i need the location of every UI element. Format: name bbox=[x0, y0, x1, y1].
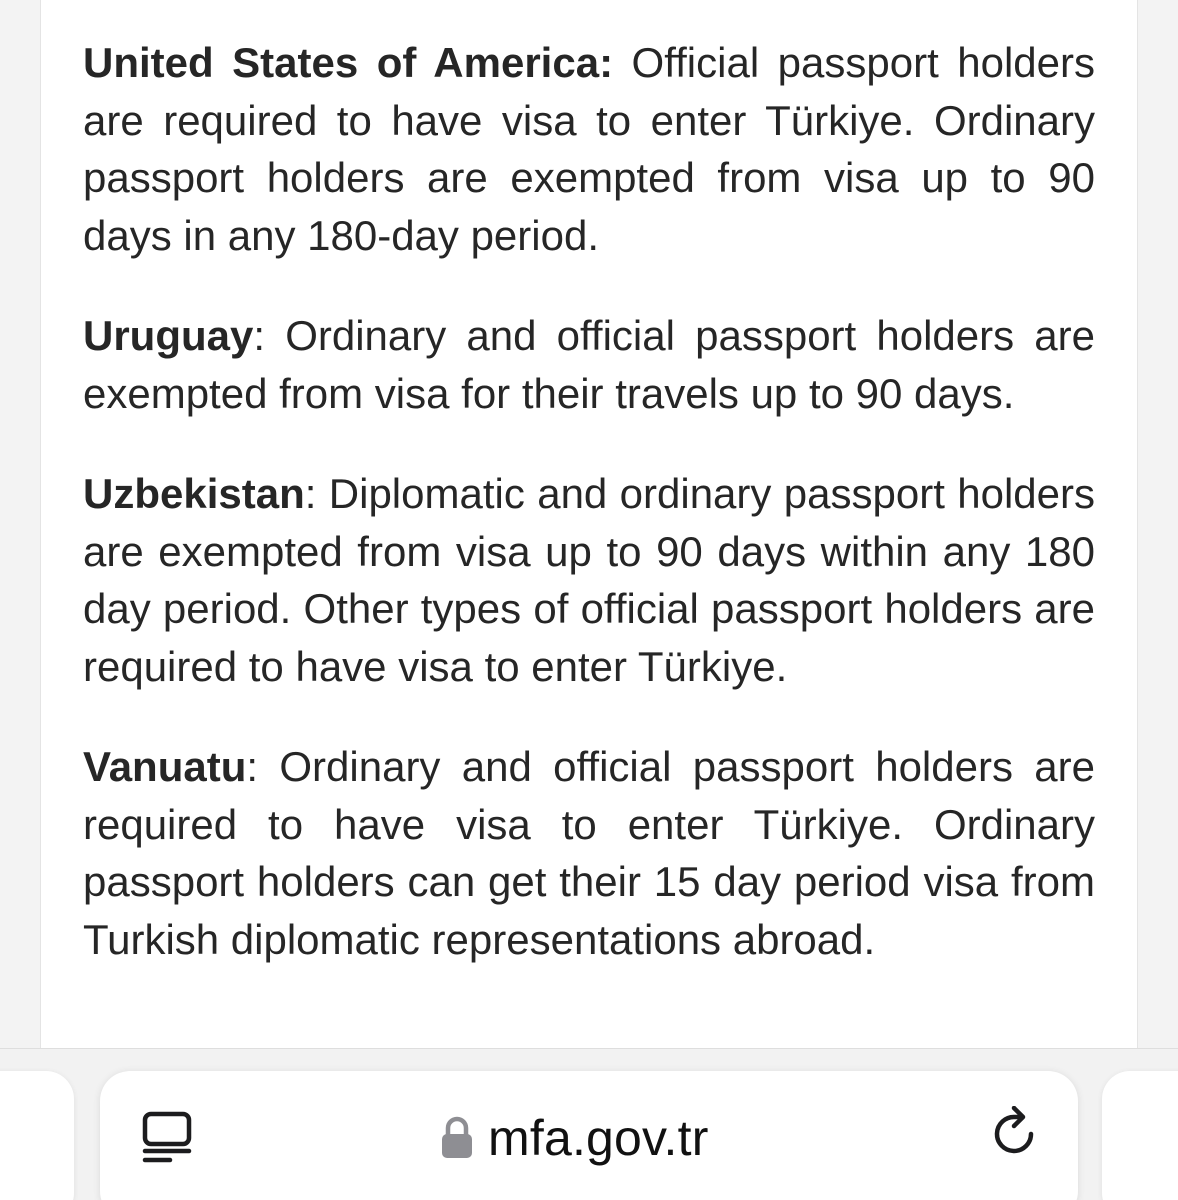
entry-text: : Ordinary and official passport holders are required to have visa to enter Türkiye. Ordinary passport holders can get their 15 day period visa from Turkish diplomatic representations abroad. bbox=[83, 743, 1095, 963]
country-name: Uruguay bbox=[83, 312, 254, 359]
country-name: Vanuatu bbox=[83, 743, 247, 790]
entry-united-states bbox=[83, 34, 1095, 264]
lock-icon bbox=[440, 1116, 474, 1160]
url-text: mfa.gov.tr bbox=[488, 1110, 709, 1166]
reload-icon[interactable] bbox=[986, 1106, 1044, 1164]
entry-uruguay bbox=[83, 307, 1095, 422]
entry-text: Official passport holders are required to have visa to enter Türkiye. Ordinary passport holders are exempted from visa up to 90 days in any 180-day period. bbox=[83, 39, 1096, 259]
entry-text: : Ordinary and official passport holders are exempted from visa for their travels up to 90 days. bbox=[83, 312, 1095, 417]
reader-mode-icon[interactable] bbox=[140, 1110, 196, 1166]
entry-vanuatu bbox=[83, 738, 1095, 968]
article bbox=[83, 34, 1095, 1011]
country-name: United States of America: bbox=[83, 39, 614, 86]
entry-uzbekistan bbox=[83, 465, 1095, 695]
url-display[interactable] bbox=[440, 1108, 709, 1168]
next-tab-preview[interactable] bbox=[1102, 1071, 1178, 1200]
entry-text: : Diplomatic and ordinary passport holders are exempted from visa up to 90 days within any 180 day period. Other types of official passport holders are required to have visa to enter Türkiye. bbox=[83, 470, 1095, 690]
country-name: Uzbekistan bbox=[83, 470, 305, 517]
previous-tab-preview[interactable] bbox=[0, 1071, 74, 1200]
